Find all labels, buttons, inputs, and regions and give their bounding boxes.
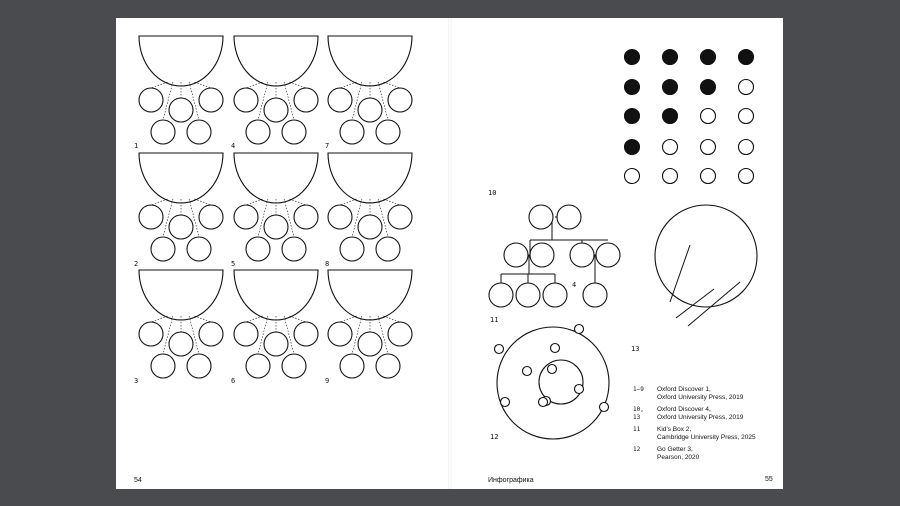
empty-dot bbox=[701, 140, 716, 155]
credit-publisher: Oxford University Press, 2019 bbox=[657, 413, 744, 421]
figure-label-9: 9 bbox=[325, 377, 330, 385]
running-title: Инфографика bbox=[488, 477, 534, 484]
credit-text bbox=[657, 386, 743, 401]
figure-label-5: 5 bbox=[231, 260, 236, 268]
family-member-circle bbox=[570, 243, 594, 267]
seat-circle bbox=[388, 88, 412, 112]
marker-dot bbox=[523, 367, 532, 376]
seat-circle bbox=[328, 322, 352, 346]
figure-label-8: 8 bbox=[325, 260, 330, 268]
marker-dot bbox=[575, 325, 584, 334]
family-member-circle bbox=[529, 205, 553, 229]
empty-dot bbox=[701, 109, 716, 124]
credit-text bbox=[657, 426, 756, 441]
seat-circle bbox=[282, 237, 306, 261]
seat-circle bbox=[187, 354, 211, 378]
arrow-line bbox=[676, 289, 714, 318]
table-semicircle bbox=[139, 36, 223, 86]
credit-number: 10, 13 bbox=[633, 406, 644, 421]
empty-dot bbox=[663, 169, 678, 184]
seat-circle bbox=[328, 205, 352, 229]
figure-label-10: 10 bbox=[488, 189, 497, 197]
credit-publisher: Pearson, 2020 bbox=[657, 453, 700, 461]
figure-label-3: 3 bbox=[134, 377, 139, 385]
figure-label-13: 13 bbox=[631, 345, 640, 353]
seat-circle bbox=[139, 88, 163, 112]
family-member-circle bbox=[489, 283, 513, 307]
seat-circle bbox=[187, 237, 211, 261]
seat-circle bbox=[282, 354, 306, 378]
seat-circle bbox=[199, 205, 223, 229]
seat-circle bbox=[151, 237, 175, 261]
empty-dot bbox=[701, 169, 716, 184]
filled-dot bbox=[663, 50, 678, 65]
seat-circle bbox=[169, 332, 193, 356]
seat-circle bbox=[199, 322, 223, 346]
seat-circle bbox=[328, 88, 352, 112]
credit-publisher: Cambridge University Press, 2025 bbox=[657, 433, 756, 441]
seat-circle bbox=[151, 354, 175, 378]
seat-circle bbox=[187, 120, 211, 144]
empty-dot bbox=[739, 169, 754, 184]
credit-number: 1–9 bbox=[633, 386, 644, 393]
seat-circle bbox=[294, 205, 318, 229]
table-semicircle bbox=[328, 36, 412, 86]
seat-circle bbox=[234, 322, 258, 346]
family-member-circle bbox=[543, 283, 567, 307]
seat-circle bbox=[340, 120, 364, 144]
marker-dot bbox=[551, 344, 560, 353]
family-member-circle bbox=[530, 243, 554, 267]
table-semicircle bbox=[139, 153, 223, 203]
empty-dot bbox=[739, 109, 754, 124]
seat-circle bbox=[199, 88, 223, 112]
right-page-number: 55 bbox=[765, 476, 773, 483]
seat-circle bbox=[340, 354, 364, 378]
filled-dot bbox=[663, 109, 678, 124]
seat-circle bbox=[388, 322, 412, 346]
left-page-number: 54 bbox=[134, 477, 142, 484]
family-member-circle bbox=[516, 283, 540, 307]
empty-dot bbox=[663, 140, 678, 155]
table-semicircle bbox=[328, 270, 412, 320]
family-member-circle bbox=[596, 243, 620, 267]
seat-circle bbox=[151, 120, 175, 144]
marker-dot bbox=[501, 398, 510, 407]
seat-circle bbox=[294, 88, 318, 112]
seat-circle bbox=[246, 237, 270, 261]
filled-dot bbox=[701, 80, 716, 95]
filled-dot bbox=[625, 50, 640, 65]
credit-title: Kid’s Box 2, bbox=[657, 426, 692, 433]
seat-circle bbox=[264, 215, 288, 239]
empty-dot bbox=[739, 140, 754, 155]
seat-circle bbox=[376, 120, 400, 144]
seat-circle bbox=[388, 205, 412, 229]
marker-dot bbox=[539, 398, 548, 407]
credit-text bbox=[657, 406, 743, 421]
table-semicircle bbox=[234, 270, 318, 320]
seat-circle bbox=[264, 332, 288, 356]
figure-label-11: 11 bbox=[490, 316, 499, 324]
seat-circle bbox=[139, 205, 163, 229]
empty-dot bbox=[739, 80, 754, 95]
filled-dot bbox=[739, 50, 754, 65]
seat-circle bbox=[376, 237, 400, 261]
seat-circle bbox=[169, 98, 193, 122]
filled-dot bbox=[625, 109, 640, 124]
credit-text bbox=[657, 446, 699, 461]
credit-title: Oxford Discover 4, bbox=[657, 406, 711, 413]
seat-circle bbox=[340, 237, 364, 261]
filled-dot bbox=[663, 80, 678, 95]
seat-circle bbox=[234, 88, 258, 112]
family-member-circle bbox=[557, 205, 581, 229]
family-member-circle bbox=[583, 283, 607, 307]
seat-circle bbox=[282, 120, 306, 144]
seat-circle bbox=[246, 120, 270, 144]
seat-circle bbox=[358, 215, 382, 239]
marker-dot bbox=[575, 385, 584, 394]
figure-label-7: 7 bbox=[325, 142, 330, 150]
marker-dot bbox=[548, 365, 557, 374]
marker-dot bbox=[495, 345, 504, 354]
figure-label-1: 1 bbox=[134, 142, 139, 150]
figure-label-2: 2 bbox=[134, 260, 139, 268]
filled-dot bbox=[625, 140, 640, 155]
credit-publisher: Oxford University Press, 2019 bbox=[657, 393, 744, 401]
figure-label-6: 6 bbox=[231, 377, 236, 385]
table-semicircle bbox=[139, 270, 223, 320]
credit-number: 11 bbox=[633, 426, 641, 433]
seat-circle bbox=[246, 354, 270, 378]
arrow-line bbox=[670, 245, 690, 302]
target-circle bbox=[655, 205, 757, 307]
seat-circle bbox=[139, 322, 163, 346]
seat-circle bbox=[358, 98, 382, 122]
filled-dot bbox=[625, 80, 640, 95]
seat-circle bbox=[169, 215, 193, 239]
seat-circle bbox=[264, 98, 288, 122]
family-member-circle bbox=[504, 243, 528, 267]
marker-dot bbox=[600, 403, 609, 412]
seat-circle bbox=[234, 205, 258, 229]
table-semicircle bbox=[234, 36, 318, 86]
figure-label-11-inner: 4 bbox=[572, 281, 577, 289]
seat-circle bbox=[358, 332, 382, 356]
credit-title: Go Getter 3, bbox=[657, 446, 693, 453]
credit-title: Oxford Discover 1, bbox=[657, 386, 711, 393]
table-semicircle bbox=[328, 153, 412, 203]
figure-label-12: 12 bbox=[490, 433, 499, 441]
credit-number: 12 bbox=[633, 446, 641, 453]
figure-label-4: 4 bbox=[231, 142, 236, 150]
table-semicircle bbox=[234, 153, 318, 203]
filled-dot bbox=[701, 50, 716, 65]
empty-dot bbox=[625, 169, 640, 184]
seat-circle bbox=[376, 354, 400, 378]
arrow-line bbox=[688, 282, 740, 326]
seat-circle bbox=[294, 322, 318, 346]
